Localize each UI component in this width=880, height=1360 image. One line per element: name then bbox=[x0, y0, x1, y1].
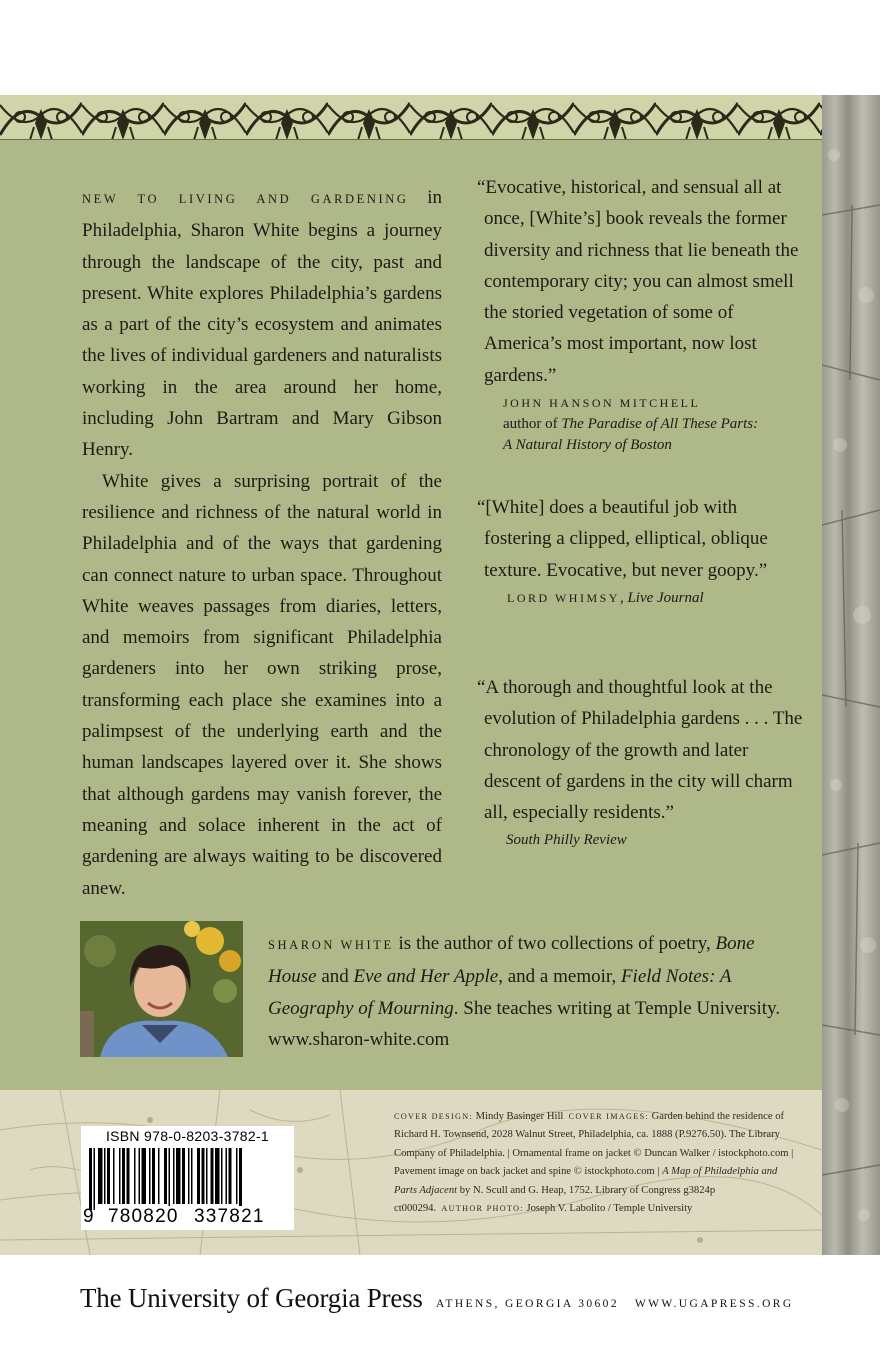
isbn-barcode: ISBN 978-0-8203-3782-1 9 780820 337821 bbox=[81, 1126, 294, 1230]
author-name: SHARON WHITE bbox=[268, 938, 394, 952]
isbn-label: ISBN 978-0-8203-3782-1 bbox=[105, 1128, 270, 1144]
pavement-texture bbox=[822, 95, 880, 1255]
endorsement-attribution bbox=[473, 830, 803, 851]
barcode-bar bbox=[142, 1148, 147, 1204]
barcode-bar bbox=[229, 1148, 232, 1204]
barcode-bar bbox=[211, 1148, 214, 1204]
barcode-bar bbox=[119, 1148, 121, 1204]
endorsement-1 bbox=[473, 172, 803, 456]
barcode-bar bbox=[104, 1148, 106, 1204]
barcode-bar bbox=[221, 1148, 223, 1204]
endorser-name: LORD WHIMSY bbox=[507, 590, 620, 605]
ornamental-band bbox=[0, 95, 822, 140]
barcode-bar bbox=[202, 1148, 205, 1204]
barcode-bar bbox=[188, 1148, 190, 1204]
barcode-bar bbox=[139, 1148, 141, 1204]
endorser-work: The Paradise of All These Parts: bbox=[561, 416, 759, 433]
description-lead: NEW TO LIVING AND GARDENING bbox=[82, 192, 409, 206]
endorsement-attribution: JOHN HANSON MITCHELL author of The Paradise of All These Parts: A Natural History of Boston bbox=[503, 396, 759, 454]
barcode-bar bbox=[149, 1148, 151, 1204]
publisher-footer bbox=[0, 1255, 880, 1360]
author-photo bbox=[80, 921, 243, 1057]
publisher-name: The University of Georgia Press bbox=[80, 1283, 423, 1313]
description-text-1: in Philadelphia, Sharon White begins a journey through the landscape of the city, past and present. White explores Philadelphia’s gardens as a part of the city’s ecosystem and animates the lives of individual gardeners and naturalists working in the area around her home, including John Bartram and Mary Gibson Henry. bbox=[82, 187, 442, 461]
endorsement-attribution: LORD WHIMSY, Live Journal bbox=[507, 589, 704, 606]
endorsement-quote: “Evocative, historical, and sensual all at once, [White’s] book reveals the former diversity and richness that lie beneath the contemporary city; you can almost smell the storied vegetation of some of America’s most important, now lost gardens.” bbox=[477, 177, 799, 386]
barcode-bar bbox=[89, 1148, 92, 1210]
book-description bbox=[82, 182, 442, 904]
barcode-bar bbox=[122, 1148, 125, 1204]
bio-book-1: Bone House bbox=[268, 933, 755, 988]
bio-book-3: Field Notes: A Geography of Mourning bbox=[268, 966, 732, 1019]
endorsement-3 bbox=[473, 672, 803, 851]
barcode-bar bbox=[127, 1148, 130, 1204]
endorsement-quote: “[White] does a beautiful job with fostering a clipped, elliptical, oblique texture. Evocative, but never goopy.” bbox=[477, 497, 768, 581]
barcode-bar bbox=[134, 1148, 136, 1204]
barcode-bar bbox=[107, 1148, 110, 1204]
barcode-bars bbox=[89, 1148, 286, 1210]
author-portrait-illustration bbox=[80, 921, 243, 1057]
endorser-name: JOHN HANSON MITCHELL bbox=[503, 396, 701, 411]
barcode-bar bbox=[226, 1148, 228, 1204]
endorsement-quote: “A thorough and thoughtful look at the evolution of Philadelphia gardens . . . The chronology of the growth and later descent of gardens in the city will charm all, especially residents.” bbox=[477, 677, 803, 824]
bio-book-2: Eve and Her Apple bbox=[353, 966, 499, 988]
author-bio: SHARON WHITE is the author of two collections of poetry, Bone House and Eve and Her Apple, and a memoir, Field Notes: A Geography of Mourning. She teaches writing at Temple University. www.sharon-white.com bbox=[268, 933, 781, 1050]
publisher-address: ATHENS, GEORGIA 30602 WWW.UGAPRESS.ORG bbox=[436, 1298, 794, 1310]
barcode-bar bbox=[197, 1148, 200, 1204]
ornament-pattern bbox=[0, 95, 822, 140]
description-paragraph-2: White gives a surprising portrait of the resilience and richness of the natural world in Philadelphia and of the ways that gardening can connect nature to urban space. Throughout White weaves passages from diaries, letters, and memoirs from significant Philadelphia gardeners into her own striking prose, transforming each place she examines into a palimpsest of the underlying earth and the human landscapes layered over it. She shows that although gardens may vanish forever, the meaning and solace inherent in the act of gardening are always waiting to be discovered anew. bbox=[82, 470, 442, 899]
endorser-source: South Philly Review bbox=[506, 832, 627, 849]
barcode-bar bbox=[173, 1148, 175, 1204]
barcode-bar bbox=[169, 1148, 171, 1210]
barcode-bar bbox=[164, 1148, 167, 1204]
barcode-bar bbox=[152, 1148, 155, 1204]
barcode-bar bbox=[113, 1148, 115, 1204]
barcode-bar bbox=[206, 1148, 208, 1204]
barcode-bar bbox=[158, 1148, 160, 1204]
endorsement-2 bbox=[473, 492, 803, 609]
barcode-bar bbox=[239, 1148, 242, 1210]
endorser-source: Live Journal bbox=[627, 589, 704, 606]
barcode-bar bbox=[215, 1148, 220, 1204]
barcode-bar bbox=[191, 1148, 193, 1204]
spine-pavement bbox=[822, 95, 880, 1255]
barcode-bar bbox=[236, 1148, 238, 1204]
barcode-bar bbox=[98, 1148, 103, 1204]
barcode-bar bbox=[182, 1148, 185, 1204]
barcode-bar bbox=[176, 1148, 181, 1204]
description-paragraph-1 bbox=[82, 182, 442, 466]
cover-credits: COVER DESIGN: Mindy Basinger Hill COVER IMAGES: Garden behind the residence of Richard H. Townsend, 2028 Walnut Street, Philadelphia, ca. 1888 (P.9276.50). The Library Company of Philadelphia. | Ornamental frame on jacket © Duncan Walker / istockphoto.com | Pavement image on back jacket and spine © istockphoto.com | A Map of Philadelphia and Parts Adjacent by N. Scull and G. Heap, 1752. Library of Congress g3824p ct000294. AUTHOR PHOTO: Joseph V. Labolito / Temple University bbox=[394, 1111, 794, 1215]
publisher-website[interactable]: WWW.UGAPRESS.ORG bbox=[634, 1298, 794, 1310]
barcode-bar bbox=[94, 1148, 96, 1210]
